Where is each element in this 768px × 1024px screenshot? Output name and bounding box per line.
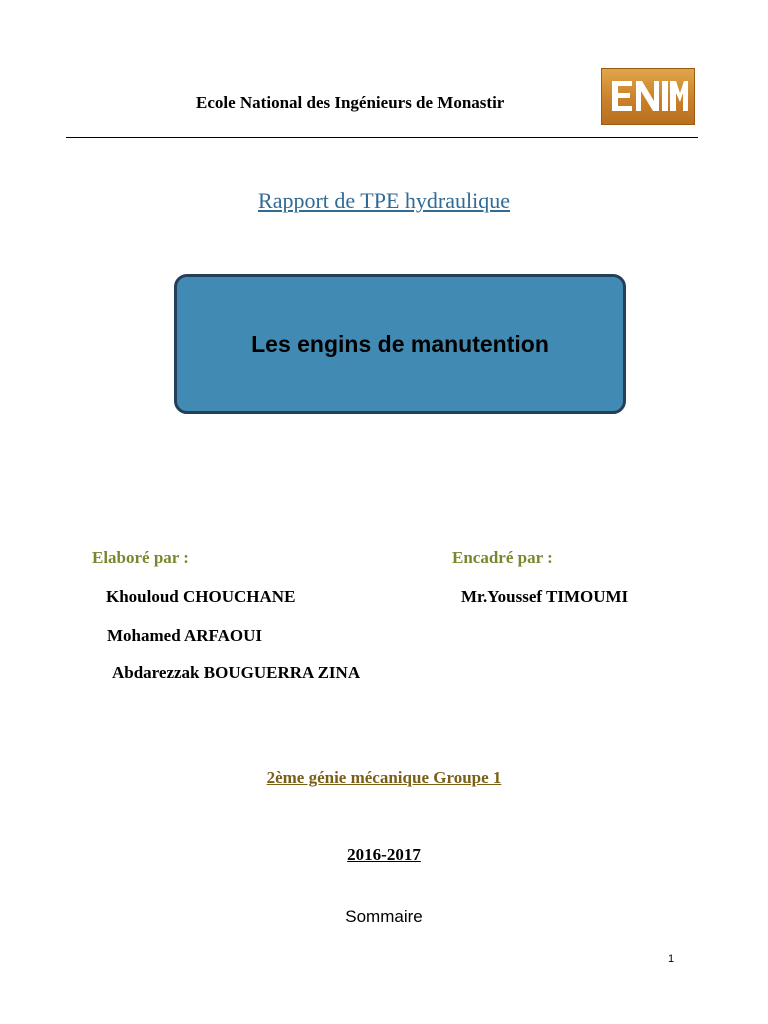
enim-logo — [601, 68, 695, 125]
topic-title: Les engins de manutention — [251, 330, 549, 357]
academic-year: 2016-2017 — [347, 845, 421, 864]
author-name: Mohamed ARFAOUI — [107, 626, 263, 645]
page-number: 1 — [668, 953, 675, 965]
authors-label: Elaboré par : — [92, 548, 189, 567]
topic-box — [174, 274, 626, 414]
report-title: Rapport de TPE hydraulique — [258, 188, 510, 213]
supervisor-label: Encadré par : — [452, 548, 553, 567]
supervisor-name: Mr.Youssef TIMOUMI — [461, 587, 629, 606]
school-name: Ecole National des Ingénieurs de Monastir — [196, 93, 505, 112]
author-name: Abdarezzak BOUGUERRA ZINA — [112, 663, 361, 682]
sommaire-heading: Sommaire — [345, 907, 423, 926]
header-divider — [66, 137, 698, 138]
group-label: 2ème génie mécanique Groupe 1 — [266, 768, 502, 787]
author-name: Khouloud CHOUCHANE — [106, 587, 296, 606]
enim-logo-mark — [602, 69, 694, 124]
